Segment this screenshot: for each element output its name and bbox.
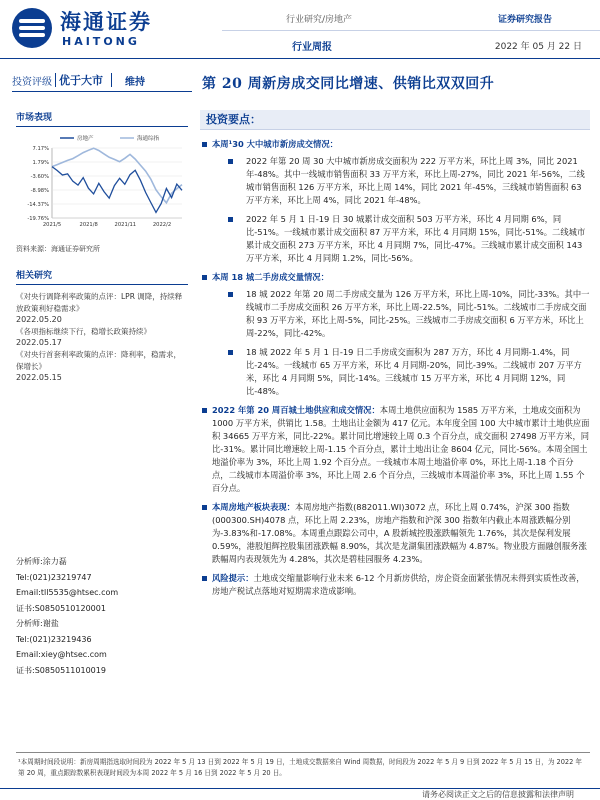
x-tick-label: 2022/2 (152, 222, 172, 228)
y-tick-label: -8.98% (30, 188, 49, 194)
section-lead: 风险提示： (212, 573, 254, 583)
section-text: 土地成交缩量影响行业未来 6-12 个月新房供给，房企资金面紧张情况未得到实质性改善，房地产税试点落地对短期需求造成影响。 (212, 573, 585, 596)
series-line-haitong-index (52, 148, 182, 203)
rating-value: 优于大市 (59, 74, 103, 87)
bullet-text: 2022 年 5 月 1 日-19 日 30 城累计成交面积 503 万平方米，环比 4 月同期 6%，同比-51%。一线城市累计成交面积 87 万平方米，环比 4 月同期 15%，同比-51%。二线城市累计成交面积 273 万平方米，环比 4 月同期 7%，同比-47%。三线城市累计成交面积 143 万平方米，环比 4 月同期 1.2%，同比-56%。 (246, 214, 586, 263)
analyst-email[interactable]: Email:xiey@htsec.com (16, 650, 107, 659)
related-item[interactable] (16, 349, 188, 382)
bullet-text: 2022 年第 20 周 30 大中城市新房成交面积为 222 万平方米，环比上周 3%，同比 2021 年-48%。其中一线城市销售面积 33 万平方米，环比上周-27%，同比 2021 年-56%，二线城市销售面积 126 万平方米，环比上周 14%，同比 2021 年-45%，三线城市销售面积 63 万平方米，环比上周 4%，同比 2021 年-48%。 (246, 156, 585, 205)
related-item-date: 2022.05.15 (16, 373, 62, 382)
report-date: 2022 年 05 月 22 日 (494, 42, 582, 52)
top-rule (0, 58, 600, 59)
bullet-square-icon (202, 505, 207, 510)
logo-emblem-icon (12, 8, 52, 48)
footnote: ¹本周期时间段说明：新房周期指选取时间段为 2022 年 5 月 13 日到 2022 年 5 月 19 日，土地成交数据来自 Wind 周数据，时间段为 2022 年 5 月 9 日到 2022 年 5 月 15 日，为 2022 年第 20 周，重点跟踪数累积表现时间段为本周 2022 年 5 月 16 日到 2022 年 5 月 20 日。 (18, 758, 583, 777)
section-risk (200, 572, 590, 598)
x-tick-label: 2021/11 (114, 222, 137, 228)
section-land (200, 404, 590, 495)
bullet-square-icon (202, 142, 207, 147)
section-lead: 本周房地产板块表现： (212, 502, 295, 512)
bullet-square-icon (228, 217, 233, 222)
report-category: 行业研究/房地产 (286, 15, 353, 25)
logo-en-text: HAITONG (62, 35, 140, 48)
analyst-name: 分析师:涂力磊 (16, 557, 67, 566)
section-text: 本周土地供应面积为 1585 万平方米，土地成交面积为 1000 万平方米，供销比 1.58。土地出让金额为 417 亿元。本年度全国 100 大中城市累计土地供应面积 34665 万平方米，同比-22%。累计同比增速较上周 0.3 个百分点，成交面积 27498 万平方米，同比-31%。累计同比增速较上周-1.15 个百分点，累计土地出让金 8604 亿元，同比-56%。本周全国土地溢价率为 3%，环比上周 1.92 个百分点。一线城市本周土地溢价率 0%，环比上周-1.18 个百分点，二线城市本周溢价率 3%，环比上周 2.6 个百分点，三线城市本周溢价率 3%，环比上周 1.55 个百分点。 (212, 405, 590, 493)
bullet-item (200, 346, 590, 398)
series-line-property (52, 167, 182, 213)
y-tick-label: 1.79% (32, 160, 49, 166)
x-tick-label: 2021/5 (42, 222, 62, 228)
analyst-cert: 证书:S0850511010019 (16, 665, 106, 675)
rating-label: 投资评级 (12, 76, 52, 88)
analyst-contacts (16, 554, 188, 678)
key-points-head: 投资要点： (200, 110, 590, 130)
related-list (16, 291, 188, 382)
related-item[interactable] (16, 291, 188, 324)
section-new-house (200, 138, 590, 151)
analyst-name: 分析师:谢盐 (16, 619, 59, 628)
header-divider (222, 30, 600, 31)
x-tick-label: 2021/8 (79, 222, 98, 228)
bullet-square-icon (228, 292, 233, 297)
bullet-item (200, 288, 590, 340)
related-item-date: 2022.05.17 (16, 338, 62, 347)
analyst-tel: Tel:(021)23219436 (16, 634, 92, 644)
page-title: 第 20 周新房成交同比增速、供销比双双回升 (202, 76, 495, 92)
report-kind: 证券研究报告 (498, 15, 553, 25)
legend-label: 海通综指 (137, 136, 160, 142)
y-tick-label: -19.76% (27, 216, 49, 222)
report-type: 行业周报 (292, 42, 332, 53)
bullet-square-icon (228, 350, 233, 355)
disclaimer[interactable]: 请务必阅读正文之后的信息披露和法律声明 (422, 790, 574, 799)
bullet-item (200, 213, 590, 265)
section-second-hand (200, 271, 590, 284)
related-section-head: 相关研究 (16, 268, 188, 285)
market-section-head: 市场表现 (16, 110, 188, 127)
rating-box (12, 71, 192, 89)
analyst-tel: Tel:(021)23219747 (16, 572, 92, 582)
haitong-logo (12, 6, 172, 50)
section-lead: 本周¹30 大中城市新房成交情况： (212, 139, 338, 149)
section-lead: 2022 年第 20 周百城土地供应和成交情况： (212, 405, 380, 415)
bullet-item (200, 155, 590, 207)
y-tick-label: -14.37% (27, 202, 49, 208)
bullet-text: 18 城 2022 年 5 月 1 日-19 日二手房成交面积为 287 万方，环比 4 月同期-1.4%，同比-24%。一线城市 65 万平方米，环比 4 月同期-20%，同比-39%。二线城市 207 万平方米，环比 4 月同期 5%，同比-14%。三线城市 15 万平方米，环比 4 月同期 12%，同比-48%。 (246, 347, 582, 396)
section-sector-performance (200, 501, 590, 566)
related-item-title: 《对央行首套利率政策的点评：降利率，稳需求，保增长》 (16, 350, 181, 371)
section-lead: 本周 18 城二手房成交量情况： (212, 272, 329, 282)
market-chart (16, 132, 188, 232)
y-tick-label: -3.60% (30, 174, 49, 180)
related-item-title: 《各项指标继续下行，稳增长政策持续》 (16, 327, 151, 336)
y-tick-label: 7.17% (32, 146, 49, 152)
rating-action: 维持 (125, 76, 145, 88)
related-item-title: 《对央行调降利率政策的点评：LPR 调降，持续释放政策利好稳需求》 (16, 292, 183, 313)
footnote-divider (16, 752, 590, 753)
key-points-body (200, 138, 590, 602)
bullet-text: 18 城 2022 年第 20 周二手房成交量为 126 万平方米，环比上周-10%，同比-33%。其中一线城市二手房成交面积 26 万平方米，环比上周-22.5%，同比-51%。二线城市二手房成交面积 93 万平方米，环比上周-5%，同比-25%。三线城市二手房成交面积 6 万平方米，环比上周-22%，同比-42%。 (246, 289, 590, 338)
section-text: 本周房地产指数(882011.WI)3072 点，环比上周 0.74%，沪深 300 指数(000300.SH)4078 点，环比上周 2.23%，房地产指数和沪深 300 指数年内截止本周涨跌幅分别为-3.83%和-17.08%。本周重点跟踪公司中，A 股新城控股涨跌幅领先 1.76%，其次是保利发展 0.59%，港股旭辉控股集团涨跌幅 8.90%，其次是龙湖集团涨跌幅为 4.87%。物业股方面融创服务涨跌幅周内表现领先为 4.28%，其次是碧桂园服务 4.23%。 (212, 502, 587, 564)
chart-source: 资料来源：海通证券研究所 (16, 245, 100, 253)
related-item-date: 2022.05.20 (16, 315, 62, 324)
analyst-cert: 证书:S0850510120001 (16, 603, 106, 613)
logo-cn-text: 海通证券 (60, 9, 152, 34)
bullet-square-icon (228, 159, 233, 164)
related-item[interactable] (16, 326, 188, 347)
market-chart-svg (16, 132, 188, 232)
bullet-square-icon (202, 275, 207, 280)
legend-label: 房地产 (77, 136, 94, 142)
bullet-square-icon (202, 576, 207, 581)
analyst-email[interactable]: Email:tll5535@htsec.com (16, 588, 119, 597)
left-column (16, 100, 188, 382)
bullet-square-icon (202, 408, 207, 413)
rating-underline (12, 91, 192, 92)
